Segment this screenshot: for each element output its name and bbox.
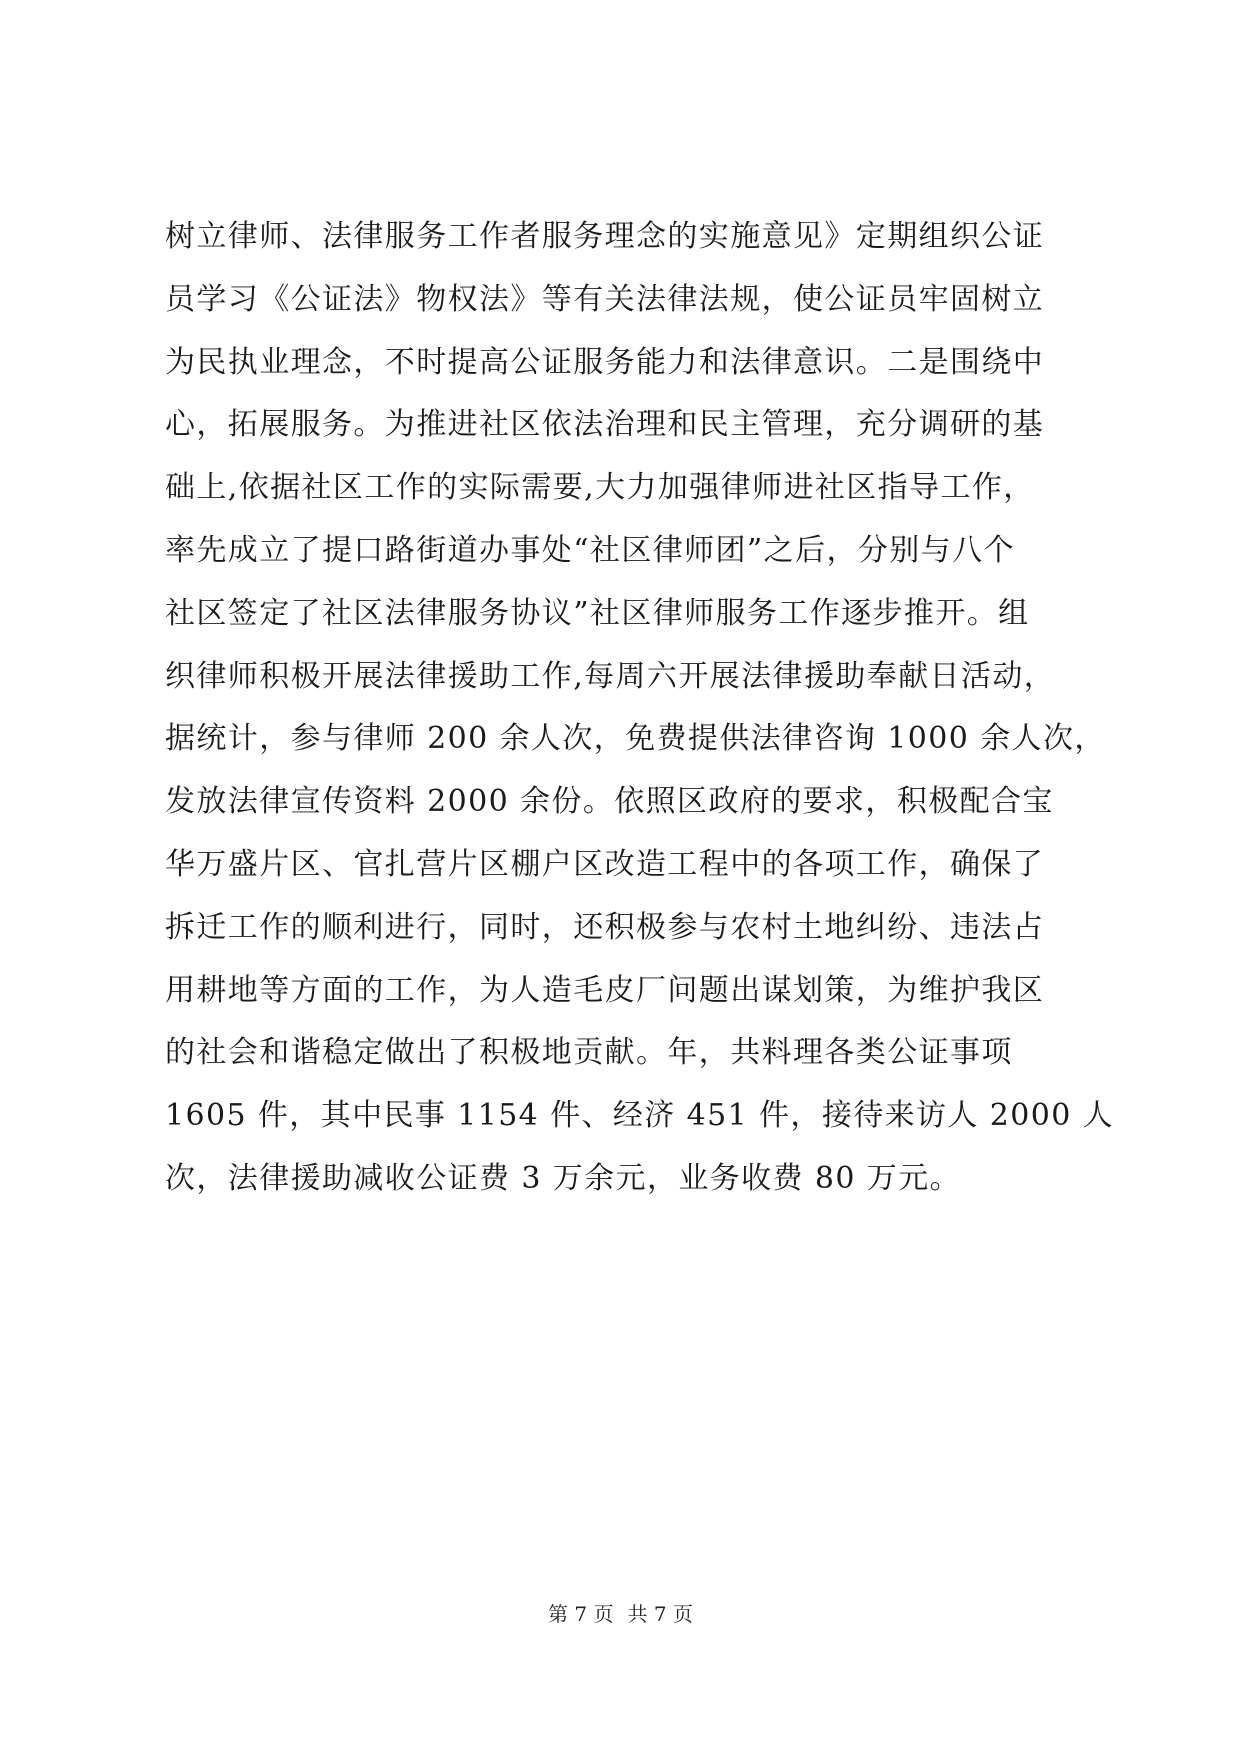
text-line: 华万盛片区、官扎营片区棚户区改造工程中的各项工作，确保了 [165,846,1045,882]
text-line: 心，拓展服务。为推进社区依法治理和民主管理，充分调研的基 [165,407,1045,443]
text-line: 1605 件，其中民事 1154 件、经济 451 件，接待来访人 2000 人 [165,1098,1115,1134]
text-line: 的社会和谐稳定做出了积极地贡献。年，共料理各类公证事项 [165,1035,1013,1071]
text-line: 础上,依据社区工作的实际需要,大力加强律师进社区指导工作， [165,470,1035,506]
text-line: 社区签定了社区法律服务协议”社区律师服务工作逐步推开。组 [165,595,1030,631]
text-line: 次，法律援助减收公证费 3 万余元，业务收费 80 万元。 [165,1160,962,1196]
text-line: 树立律师、法律服务工作者服务理念的实施意见》定期组织公证 [165,219,1045,254]
text-line: 率先成立了提口路街道办事处“社区律师团”之后，分别与八个 [165,532,1015,568]
page-number: 第 7 页 [548,1602,614,1626]
text-line: 织律师积极开展法律援助工作,每周六开展法律援助奉献日活动， [165,658,1056,694]
text-line: 拆迁工作的顺利进行，同时，还积极参与农村土地纠纷、违法占 [165,909,1045,945]
text-line: 为民执业理念，不时提高公证服务能力和法律意识。二是围绕中 [165,344,1045,380]
text-line: 据统计，参与律师 200 余人次，免费提供法律咨询 1000 余人次， [165,721,1106,757]
text-line: 员学习《公证法》物权法》等有关法律法规，使公证员牢固树立 [165,281,1045,317]
body-paragraph [165,206,1115,1211]
page-total: 共 7 页 [627,1602,693,1626]
page-footer [0,1598,1241,1627]
text-line: 用耕地等方面的工作，为人造毛皮厂问题出谋划策，为维护我区 [165,972,1045,1008]
text-line: 发放法律宣传资料 2000 余份。依照区政府的要求，积极配合宝 [165,784,1054,820]
